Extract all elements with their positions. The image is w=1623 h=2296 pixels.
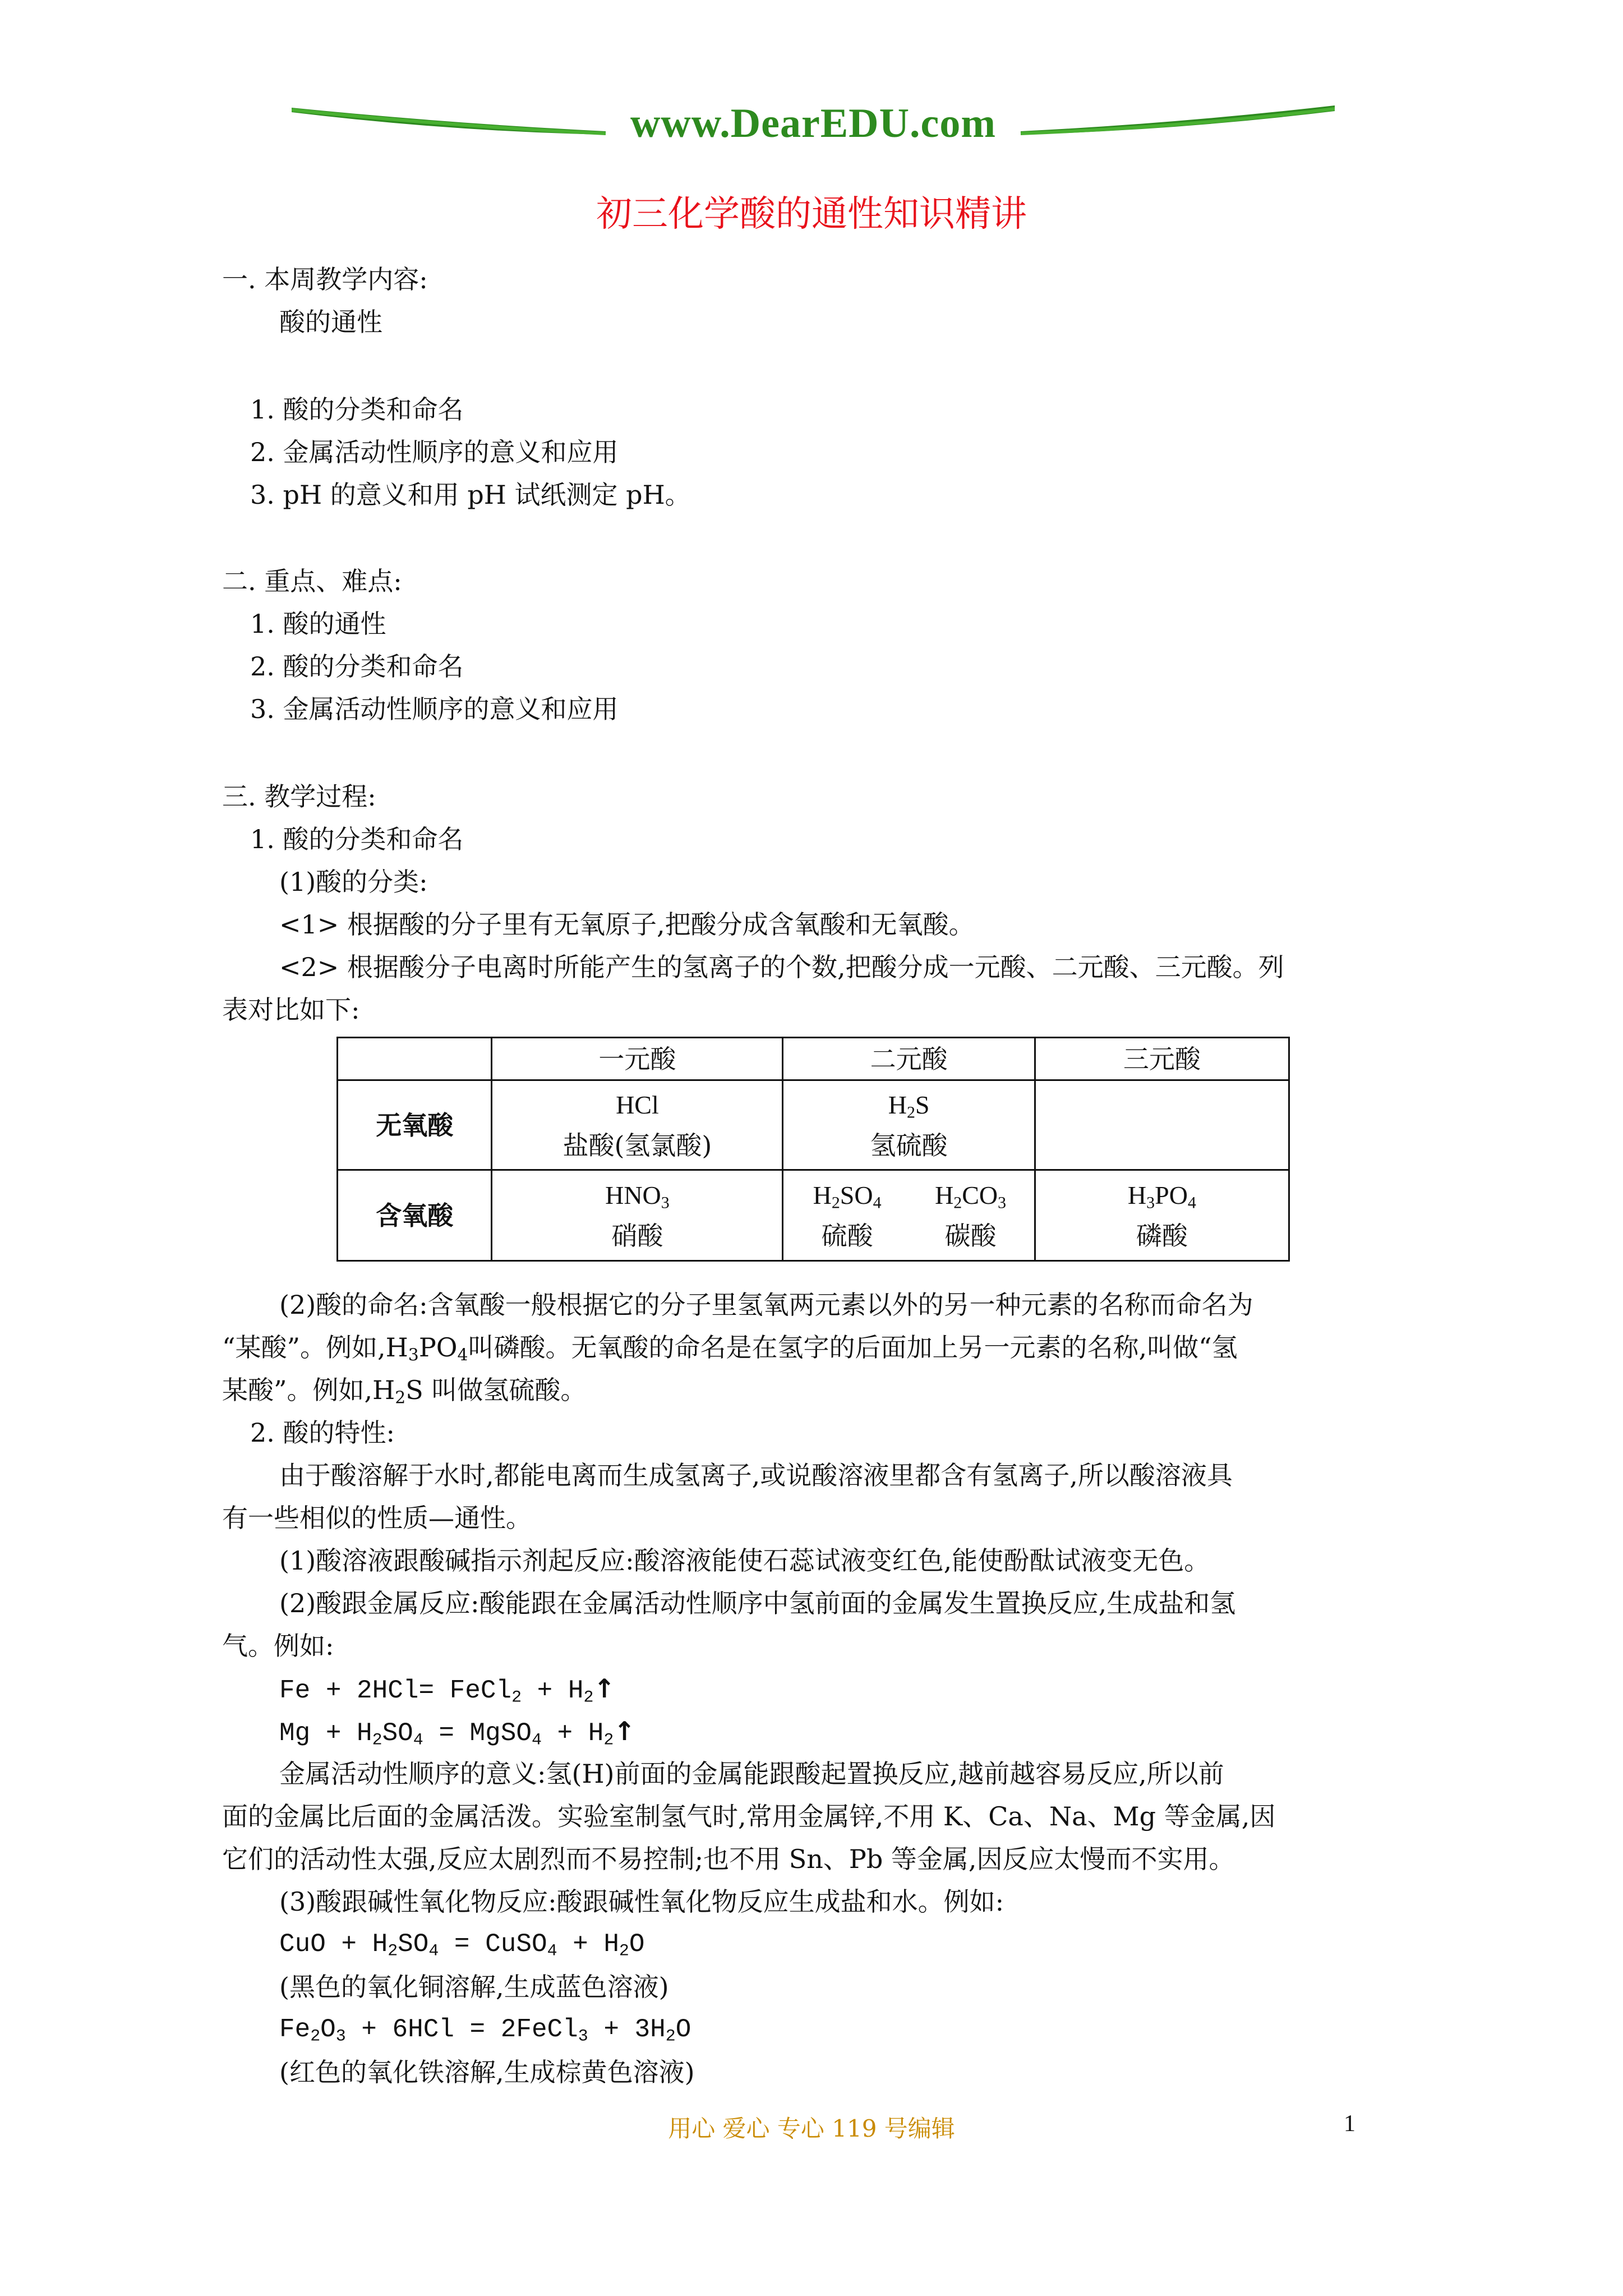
section-1-item: 2. 金属活动性顺序的意义和应用 [250,437,619,467]
subsection-heading: 1. 酸的分类和命名 [250,824,464,854]
paragraph-line: 面的金属比后面的金属活泼。实验室制氢气时,常用金属锌,不用 K、Ca、Na、Mg 等金属,因 [222,1801,1276,1832]
acid-name: 硫酸 [821,1221,873,1251]
paragraph-line: 气。例如: [222,1631,334,1661]
equation-note: (黑色的氧化铜溶解,生成蓝色溶液) [279,1972,669,2002]
paragraph-line: 它们的活动性太强,反应太剧烈而不易控制;也不用 Sn、Pb 等金属,因反应太慢而不实用。 [222,1844,1235,1874]
table-header-cell: 三元酸 [1035,1038,1289,1080]
table-cell [1035,1170,1289,1261]
section-3-heading: 三. 教学过程: [222,781,376,812]
table-header-row [338,1038,1289,1080]
table-cell [492,1080,783,1170]
table-row [338,1170,1289,1261]
paragraph-line: 有一些相似的性质—通性。 [222,1503,532,1533]
section-1-heading: 一. 本周教学内容: [222,264,428,295]
table-corner-cell [338,1038,492,1080]
paragraph-line: <1> 根据酸的分子里有无氧原子,把酸分成含氧酸和无氧酸。 [279,909,975,940]
table-cell-empty [1035,1080,1289,1170]
section-1-item: 3. pH 的意义和用 pH 试纸测定 pH。 [250,480,691,510]
table-row [338,1080,1289,1170]
acid-name: 碳酸 [944,1221,997,1251]
chemical-equation: CuO + $H_2SO_4$ = CuSO$_4$ + $H_2O$ [279,1930,645,1961]
table-cell [492,1170,783,1261]
table-header-cell: 二元酸 [783,1038,1035,1080]
paragraph-line: 表对比如下: [222,995,360,1025]
row-label: 无氧酸 [338,1080,492,1170]
formula-h3po4: $H_3PO_4$ [1127,1180,1196,1212]
formula-hno3: $HNO_3$ [605,1180,670,1212]
section-1-item: 1. 酸的分类和命名 [250,394,464,425]
paragraph-line: (2)酸跟金属反应:酸能跟在金属活动性顺序中氢前面的金属发生置换反应,生成盐和氢 [279,1588,1236,1618]
formula-hcl: HCl [616,1090,659,1119]
formula-h2co3: $H_2CO_3$ [935,1181,1007,1212]
section-2-item: 3. 金属活动性顺序的意义和应用 [250,694,619,724]
paragraph-line: 某酸”。例如$,H_2S$ 叫做氢硫酸。 [222,1375,587,1408]
equation-note: (红色的氧化铁溶解,生成棕黄色溶液) [279,2057,695,2087]
formula-h2s: $H_2S$ [888,1090,930,1121]
table-cell [783,1170,1035,1261]
paragraph-line: <2> 根据酸分子电离时所能产生的氢离子的个数,把酸分成一元酸、二元酸、三元酸。列 [279,952,1284,982]
section-2-item: 2. 酸的分类和命名 [250,651,464,682]
chemical-equation: Fe + 2HCl= FeCl$_2$ + $H_2↑$ [279,1673,615,1707]
paragraph-line: (1)酸的分类: [279,867,428,897]
page-title: 初三化学酸的通性知识精讲 [596,194,1027,235]
paragraph-line: “某酸”。例如$,H_3PO_4$叫磷酸。无氧酸的命名是在氢字的后面加上另一元素的名称,叫做“氢 [222,1332,1238,1365]
paragraph-line: (1)酸溶液跟酸碱指示剂起反应:酸溶液能使石蕊试液变红色,能使酚酞试液变无色。 [279,1545,1210,1576]
acid-name: 磷酸 [1136,1220,1188,1251]
site-logo-text: www.DearEDU.com [630,100,997,146]
header-banner [292,90,1335,157]
paragraph-line: (3)酸跟碱性氧化物反应:酸跟碱性氧化物反应生成盐和水。例如: [279,1887,1004,1917]
formula-h2so4: $H_2SO_4$ [813,1181,882,1212]
row-label: 含氧酸 [338,1170,492,1261]
section-1-subheading: 酸的通性 [279,307,382,337]
footer-text: 用心 爱心 专心 119 号编辑 [668,2115,955,2142]
section-2-item: 1. 酸的通性 [250,609,386,639]
acid-name: 硝酸 [611,1220,663,1251]
acid-name: 盐酸(氢氯酸) [562,1130,712,1161]
paragraph-line: 由于酸溶解于水时,都能电离而生成氢离子,或说酸溶液里都含有氢离子,所以酸溶液具 [279,1460,1233,1490]
acid-classification-table [336,1037,1290,1262]
chemical-equation: $Mg + H_2SO_4$ = MgSO$_4$ + $H_2↑$ [279,1716,635,1750]
subsection-heading: 2. 酸的特性: [250,1418,395,1448]
table-cell [783,1080,1035,1170]
page-number: 1 [1344,2111,1355,2137]
paragraph-line: 金属活动性顺序的意义:氢(H)前面的金属能跟酸起置换反应,越前越容易反应,所以前 [279,1759,1224,1789]
acid-name: 氢硫酸 [870,1130,948,1161]
paragraph-line: (2)酸的命名:含氧酸一般根据它的分子里氢氧两元素以外的另一种元素的名称而命名为 [279,1290,1253,1320]
chemical-equation: $Fe_2O_3 + 6HCl$ = 2FeCl$_3$ + $3H_2O$ [279,2015,691,2046]
section-2-heading: 二. 重点、难点: [222,566,402,596]
table-header-cell: 一元酸 [492,1038,783,1080]
